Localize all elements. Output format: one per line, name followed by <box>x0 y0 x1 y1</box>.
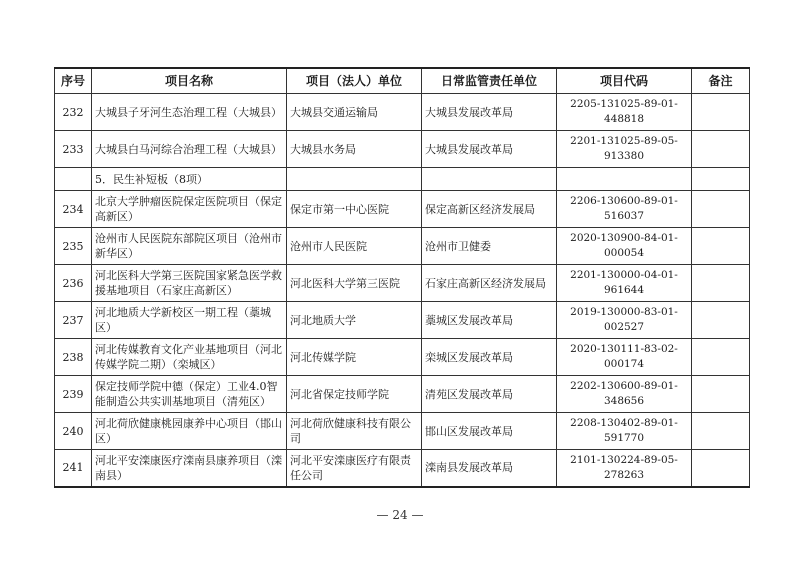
row-project-name: 保定技师学院中德（保定）工业4.0智能制造公共实训基地项目（清苑区） <box>92 376 287 413</box>
header-legal-unit: 项目（法人）单位 <box>287 68 422 94</box>
section-title: 5．民生补短板（8项） <box>92 168 287 191</box>
row-project-name: 大城县子牙河生态治理工程（大城县） <box>92 94 287 131</box>
row-project-code: 2020-130111-83-02-000174 <box>557 339 692 376</box>
row-project-name: 北京大学肿瘤医院保定医院项目（保定高新区） <box>92 191 287 228</box>
row-supervisor: 大城县发展改革局 <box>422 94 557 131</box>
row-index: 237 <box>55 302 92 339</box>
table-header-row <box>55 68 750 94</box>
row-supervisor: 邯山区发展改革局 <box>422 413 557 450</box>
row-note <box>692 191 750 228</box>
row-supervisor: 石家庄高新区经济发展局 <box>422 265 557 302</box>
row-supervisor: 滦南县发展改革局 <box>422 450 557 487</box>
row-project-code: 2206-130600-89-01-516037 <box>557 191 692 228</box>
row-note <box>692 413 750 450</box>
row-project-name: 河北传媒教育文化产业基地项目（河北传媒学院二期）（栾城区） <box>92 339 287 376</box>
row-index: 239 <box>55 376 92 413</box>
row-legal-unit: 河北地质大学 <box>287 302 422 339</box>
row-project-name: 沧州市人民医院东部院区项目（沧州市新华区） <box>92 228 287 265</box>
header-project-code: 项目代码 <box>557 68 692 94</box>
row-project-code: 2202-130600-89-01-348656 <box>557 376 692 413</box>
row-index: 240 <box>55 413 92 450</box>
row-project-code: 2101-130224-89-05-278263 <box>557 450 692 487</box>
table-row <box>55 302 750 339</box>
table-row <box>55 191 750 228</box>
header-index: 序号 <box>55 68 92 94</box>
row-note <box>692 228 750 265</box>
row-legal-unit: 河北荷欣健康科技有限公司 <box>287 413 422 450</box>
header-supervisor: 日常监管责任单位 <box>422 68 557 94</box>
row-note <box>692 94 750 131</box>
row-legal-unit: 沧州市人民医院 <box>287 228 422 265</box>
row-supervisor <box>422 168 557 191</box>
row-index: 234 <box>55 191 92 228</box>
row-note <box>692 376 750 413</box>
row-note <box>692 168 750 191</box>
row-note <box>692 302 750 339</box>
row-legal-unit: 河北传媒学院 <box>287 339 422 376</box>
row-legal-unit: 保定市第一中心医院 <box>287 191 422 228</box>
page-number: — 24 — <box>376 508 424 522</box>
row-project-name: 河北荷欣健康桃园康养中心项目（邯山区） <box>92 413 287 450</box>
table-row <box>55 413 750 450</box>
table-row <box>55 131 750 168</box>
row-index: 238 <box>55 339 92 376</box>
row-project-code: 2201-130000-04-01-961644 <box>557 265 692 302</box>
row-supervisor: 栾城区发展改革局 <box>422 339 557 376</box>
table-row <box>55 376 750 413</box>
row-note <box>692 265 750 302</box>
table-row <box>55 228 750 265</box>
table-row <box>55 265 750 302</box>
project-table <box>54 67 750 488</box>
table-row <box>55 450 750 487</box>
row-legal-unit: 河北平安滦康医疗有限责任公司 <box>287 450 422 487</box>
row-legal-unit: 河北省保定技师学院 <box>287 376 422 413</box>
row-supervisor: 藁城区发展改革局 <box>422 302 557 339</box>
row-note <box>692 339 750 376</box>
row-project-code: 2201-131025-89-05-913380 <box>557 131 692 168</box>
row-supervisor: 沧州市卫健委 <box>422 228 557 265</box>
row-project-name: 河北地质大学新校区一期工程（藁城区） <box>92 302 287 339</box>
row-note <box>692 450 750 487</box>
row-index: 235 <box>55 228 92 265</box>
row-legal-unit: 大城县水务局 <box>287 131 422 168</box>
row-legal-unit: 河北医科大学第三医院 <box>287 265 422 302</box>
header-note: 备注 <box>692 68 750 94</box>
table-row-section <box>55 168 750 191</box>
row-supervisor: 保定高新区经济发展局 <box>422 191 557 228</box>
row-index: 236 <box>55 265 92 302</box>
row-project-code <box>557 168 692 191</box>
row-project-name: 河北医科大学第三医院国家紧急医学救援基地项目（石家庄高新区） <box>92 265 287 302</box>
row-index <box>55 168 92 191</box>
row-note <box>692 131 750 168</box>
row-project-name: 大城县白马河综合治理工程（大城县） <box>92 131 287 168</box>
header-project-name: 项目名称 <box>92 68 287 94</box>
row-supervisor: 大城县发展改革局 <box>422 131 557 168</box>
row-legal-unit <box>287 168 422 191</box>
row-project-name: 河北平安滦康医疗滦南县康养项目（滦南县） <box>92 450 287 487</box>
row-project-code: 2020-130900-84-01-000054 <box>557 228 692 265</box>
table-row <box>55 94 750 131</box>
row-project-code: 2019-130000-83-01-002527 <box>557 302 692 339</box>
row-supervisor: 清苑区发展改革局 <box>422 376 557 413</box>
table-row <box>55 339 750 376</box>
row-project-code: 2205-131025-89-01-448818 <box>557 94 692 131</box>
row-index: 241 <box>55 450 92 487</box>
row-legal-unit: 大城县交通运输局 <box>287 94 422 131</box>
row-project-code: 2208-130402-89-01-591770 <box>557 413 692 450</box>
row-index: 233 <box>55 131 92 168</box>
row-index: 232 <box>55 94 92 131</box>
